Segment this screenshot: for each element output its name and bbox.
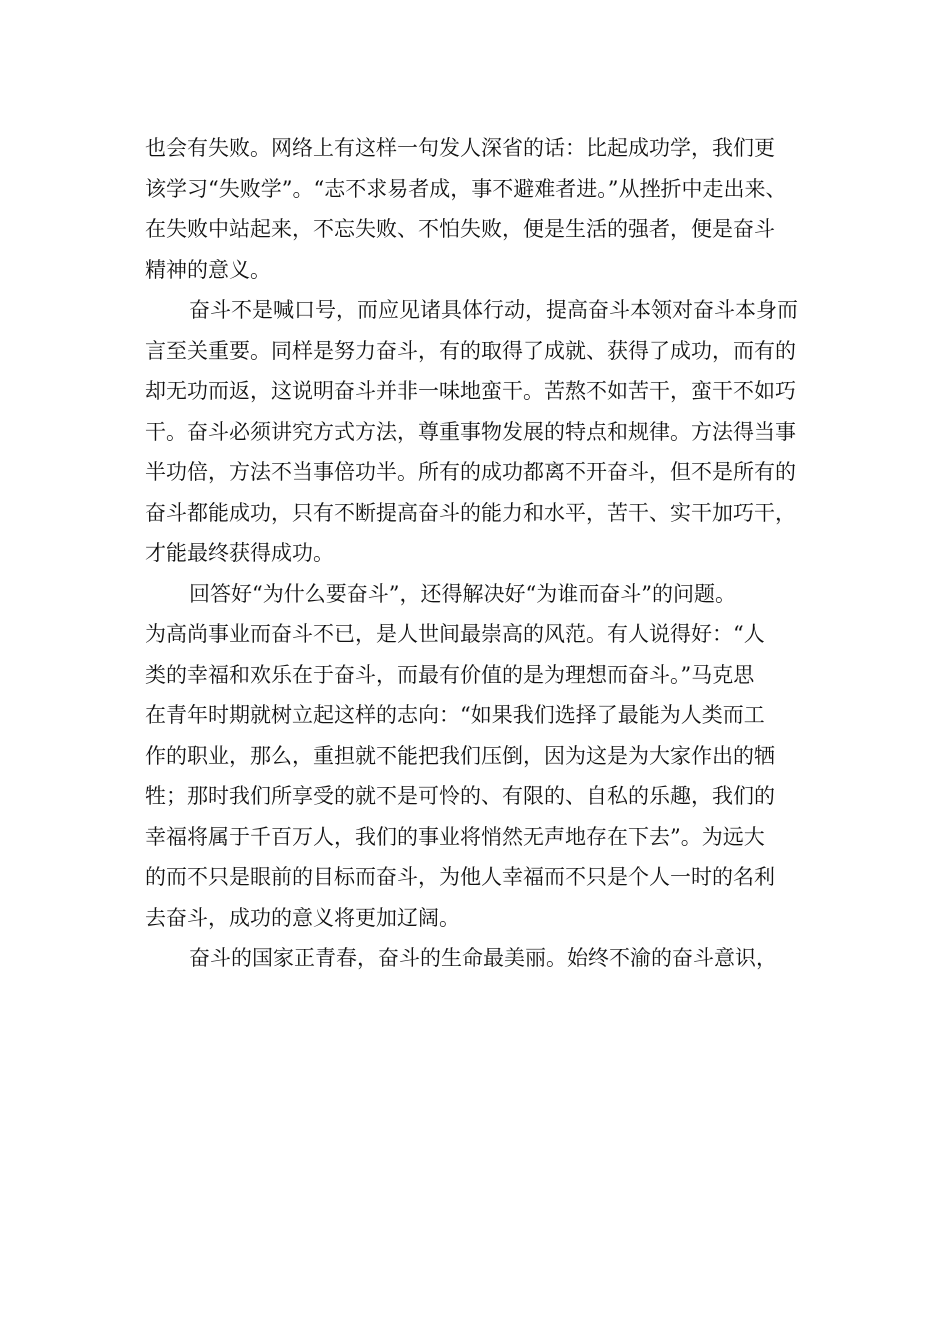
text-line: 半功倍，方法不当事倍功半。所有的成功都离不开奋斗，但不是所有的: [145, 460, 796, 484]
text-line: 类的幸福和欢乐在于奋斗，而最有价值的是为理想而奋斗。”马克思: [145, 662, 755, 687]
text-line: 干。奋斗必须讲究方式方法，尊重事物发展的特点和规律。方法得当事: [145, 419, 796, 444]
text-line: 去奋斗，成功的意义将更加辽阔。: [145, 905, 460, 930]
text-line: 言至关重要。同样是努力奋斗，有的取得了成就、获得了成功，而有的: [145, 338, 796, 363]
text-line: 奋斗不是喊口号，而应见诸具体行动，提高奋斗本领对奋斗本身而: [189, 298, 798, 322]
text-line: 为高尚事业而奋斗不已，是人世间最崇高的风范。有人说得好：“人: [145, 622, 765, 646]
text-line: 牲；那时我们所享受的就不是可怜的、有限的、自私的乐趣，我们的: [145, 784, 775, 808]
text-line: 却无功而返，这说明奋斗并非一味地蛮干。苦熬不如苦干，蛮干不如巧: [145, 379, 796, 403]
text-line: 奋斗的国家正青春，奋斗的生命最美丽。始终不渝的奋斗意识，: [189, 946, 777, 970]
text-line: 作的职业，那么，重担就不能把我们压倒，因为这是为大家作出的牺: [145, 743, 775, 768]
body-text: [145, 128, 845, 979]
text-line: 在失败中站起来，不忘失败、不怕失败，便是生活的强者，便是奋斗: [145, 217, 775, 241]
text-line: 的而不只是眼前的目标而奋斗，为他人幸福而不只是个人一时的名利: [145, 865, 775, 889]
text-line: 该学习“失败学”。“志不求易者成，事不避难者进。”从挫折中走出来、: [145, 176, 787, 201]
text-line: 也会有失败。网络上有这样一句发人深省的话：比起成功学，我们更: [145, 136, 775, 160]
text-line: 回答好“为什么要奋斗”，还得解决好“为谁而奋斗”的问题。: [189, 581, 736, 606]
text-line: 在青年时期就树立起这样的志向：“如果我们选择了最能为人类而工: [145, 703, 765, 727]
text-line: 精神的意义。: [145, 257, 271, 282]
text-line: 才能最终获得成功。: [145, 541, 334, 565]
text-line: 奋斗都能成功，只有不断提高奋斗的能力和水平，苦干、实干加巧干，: [145, 500, 796, 525]
text-line: 幸福将属于千百万人，我们的事业将悄然无声地存在下去”。为远大: [145, 824, 765, 849]
